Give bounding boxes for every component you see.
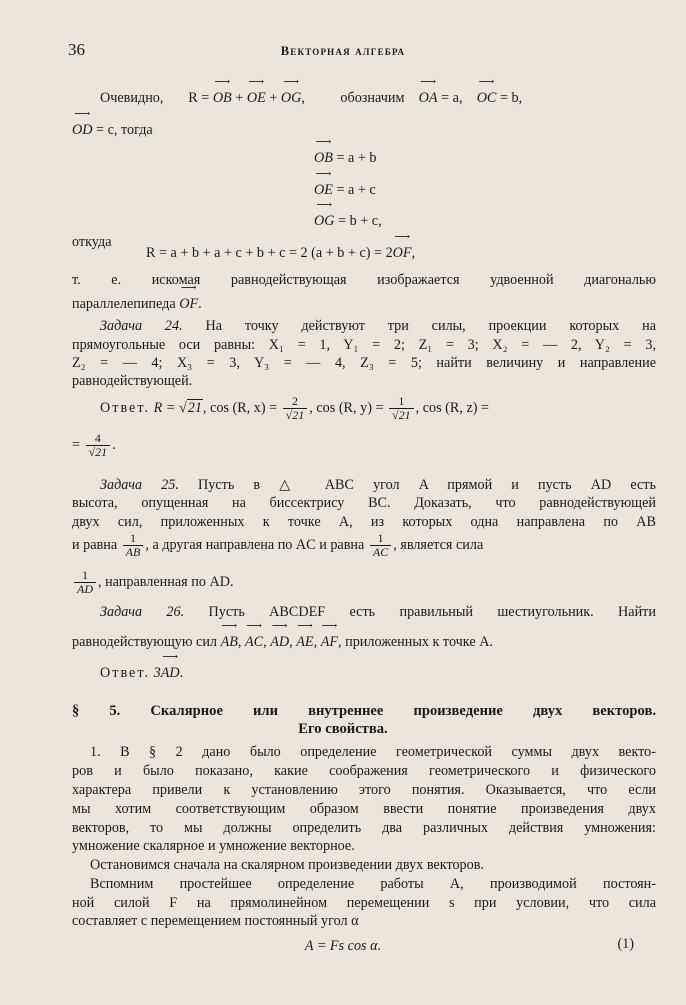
paragraph-line: 1. В § 2 дано было определение геометрической суммы двух векто- [90, 744, 656, 760]
paragraph-line: Вспомним простейшее определение работы A, производимой постоян- [90, 876, 656, 892]
paragraph-line: ной силой F на прямолинейном перемещении s при условии, что сила [72, 895, 656, 911]
vector: ⟶ OD [72, 122, 93, 139]
section-heading: § 5. Скалярное или внутреннее произведение двух векторов. [72, 703, 656, 719]
paragraph-line: ров и было показано, какие соображения геометрического и физического [72, 763, 656, 779]
vector: ⟶ OE [247, 90, 266, 107]
text-line: ⟶ OD = c, тогда [72, 122, 153, 139]
text-line: равнодействующую сил ⟶ AB, ⟶ AC, ⟶ AD, ⟶ AE, ⟶ AF, приложенных к точке A. [72, 634, 493, 651]
equation: ⟶ OG = b + c, [314, 213, 382, 230]
text-line: Очевидно, R = ⟶ OB + ⟶ OE + ⟶ OG, обозначим ⟶ OA = a, ⟶ OC = b, [100, 90, 656, 107]
problem-26: Задача 26. Пусть ABCDEF есть правильный шестиугольник. Найти [100, 604, 656, 620]
vector: ⟶ OA [419, 90, 438, 107]
equation: R = a + b + a + c + b + c = 2 (a + b + c) = 2⟶ OF, [146, 245, 415, 262]
formula: A = Fs cos α. [304, 938, 382, 954]
paragraph-line: составляет с перемещением постоянный угол α [72, 913, 359, 929]
text-line: двух сил, приложенных к точке A, из которых одна направлена по AB [72, 514, 656, 530]
text-line: $\frac{1}{AD}$ , направленная по AD. [72, 569, 234, 596]
text-line: высота, опущенная на биссектрису BC. Доказать, что равнодействующей [72, 495, 656, 511]
problem-label: Задача 25. [100, 477, 179, 493]
answer-26: Ответ. 3⟶ AD. [100, 665, 183, 682]
page-number: 36 [68, 40, 85, 59]
text-line: Z₂ = — 4; X₃ = 3, Y₃ = — 4, Z₃ = 5; найти величину и направление [72, 355, 656, 371]
section-heading-cont: Его свойства. [298, 721, 388, 737]
equation: ⟶ OB = a + b [314, 150, 377, 167]
equation: ⟶ OE = a + c [314, 182, 376, 199]
vector: ⟶ OB [213, 90, 232, 107]
paragraph-line: Остановимся сначала на скалярном произведении двух векторов. [90, 857, 484, 873]
formula-number: (1) [617, 936, 634, 952]
problem-label: Задача 24. [100, 318, 183, 334]
paragraph-line: умножение скалярное и умножение векторное. [72, 838, 355, 854]
vector: ⟶ OG [281, 90, 302, 107]
text-line: и равна $\frac{1}{AB}$ , а другая направлена по AC и равна $\frac{1}{AC}$ , является сила [72, 531, 484, 559]
running-title: Векторная алгебра [280, 44, 406, 58]
text-line: равнодействующей. [72, 373, 193, 389]
answer-24-cont: = $\frac{4}{√21}$ . [72, 431, 116, 459]
text-line: параллелепипеда ⟶ OF. [72, 296, 202, 313]
text-line: прямоугольные оси равны: X₁ = 1, Y₁ = 2; Z₁ = 3; X₂ = — 2, Y₂ = 3, [72, 337, 656, 353]
problem-24: Задача 24. На точку действуют три силы, проекции которых на [100, 318, 656, 334]
answer-24: Ответ. R = √21, cos (R, x) = $\frac{2}{√21}$ , cos (R, y) = $\frac{1}{√21}$ , cos (R, z) = [100, 394, 490, 422]
paragraph-line: векторов, то мы должны определить два различных действия умножения: [72, 820, 656, 836]
vector: ⟶ OC [477, 90, 497, 107]
text-line: т. е. искомая равнодействующая изображается удвоенной диагональю [72, 272, 656, 288]
paragraph-line: мы хотим соответствующим образом ввести понятие произведения двух [72, 801, 656, 817]
text-line: откуда [72, 234, 112, 250]
problem-label: Задача 26. [100, 604, 185, 620]
problem-25: Задача 25. Пусть в △ ABC угол A прямой и пусть AD есть [100, 477, 656, 493]
paragraph-line: характера привели к установлению этого понятия. Оказывается, что если [72, 782, 656, 798]
